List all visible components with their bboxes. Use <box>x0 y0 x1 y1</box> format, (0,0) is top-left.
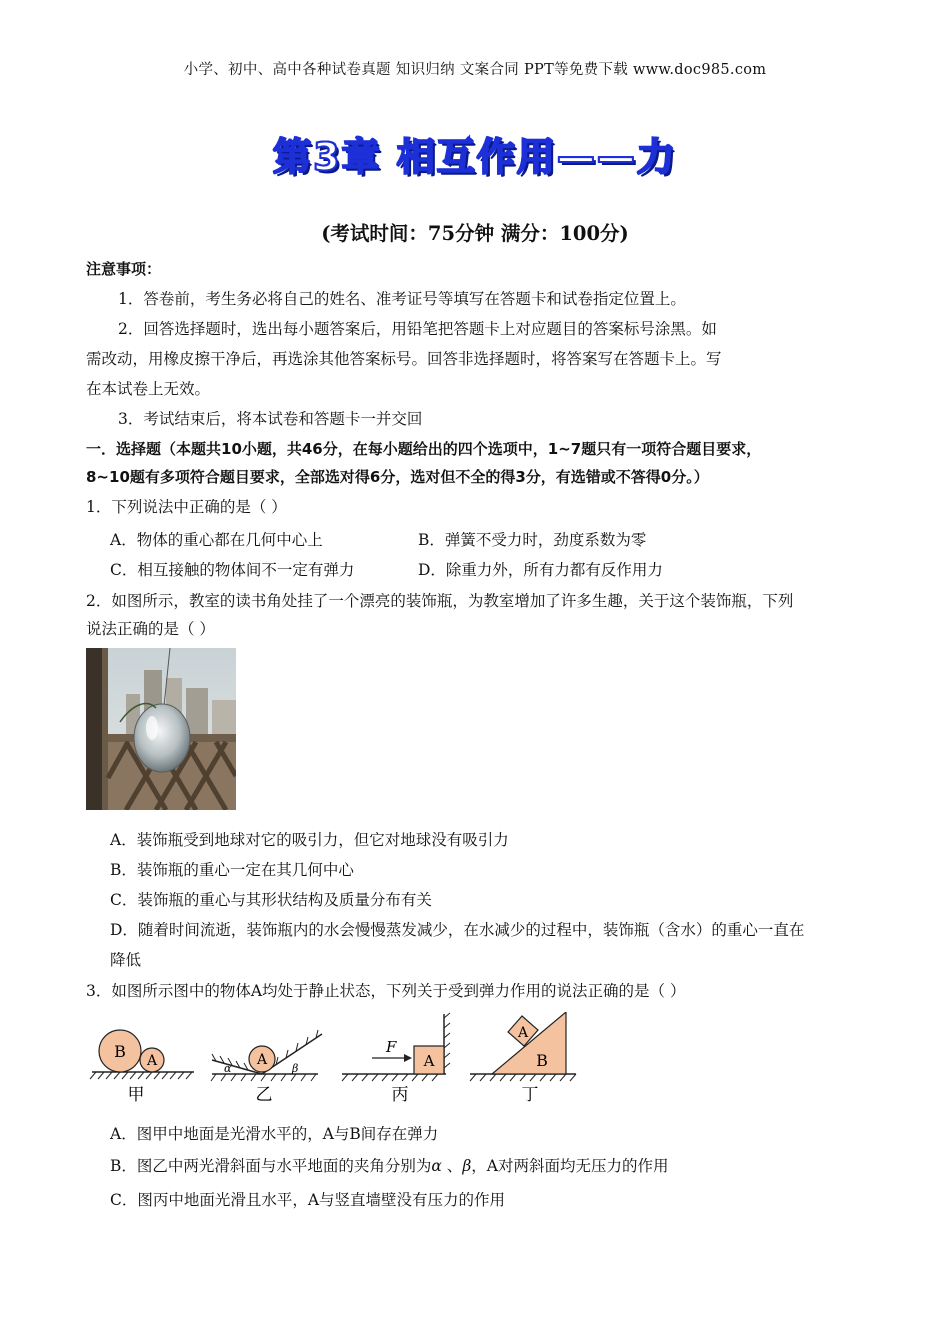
section-heading-cont: 8~10题有多项符合题目要求，全部选对得6分，选对但不全的得3分，有选错或不答得0分。） <box>86 468 709 486</box>
q1-option-b: B．弹簧不受力时，劲度系数为零 <box>418 531 647 549</box>
q1-option-c: C．相互接触的物体间不一定有弹力 <box>110 561 355 579</box>
figure-bing <box>342 1013 450 1105</box>
figure-label-jia: 甲 <box>127 1085 145 1105</box>
q3-option-b-text-end: ，A对两斜面均无压力的作用 <box>471 1157 669 1175</box>
beta-symbol: β <box>462 1157 472 1175</box>
q2-option-a: A．装饰瓶受到地球对它的吸引力，但它对地球没有吸引力 <box>110 831 509 849</box>
block-a-label: A <box>423 1052 435 1070</box>
block-b-label: B <box>536 1051 548 1070</box>
q2-option-d: D．随着时间流逝，装饰瓶内的水会慢慢蒸发减少，在水减少的过程中，装饰瓶（含水）的重心一直在 <box>110 921 805 939</box>
question-2-stem-cont: 说法正确的是（ ） <box>86 620 215 638</box>
question-3-stem: 3．如图所示图中的物体A均处于静止状态，下列关于受到弹力作用的说法正确的是（ ） <box>86 982 686 1000</box>
question-2-stem: 2．如图所示，教室的读书角处挂了一个漂亮的装饰瓶，为教室增加了许多生趣，关于这个装饰瓶，下列 <box>86 592 794 610</box>
force-label: F <box>386 1038 397 1056</box>
q2-option-d-cont: 降低 <box>110 951 142 969</box>
figure-label-bing: 丙 <box>391 1085 409 1105</box>
notice-item: 需改动，用橡皮擦干净后，再选涂其他答案标号。回答非选择题时，将答案写在答题卡上。写 <box>86 350 722 368</box>
chapter-title: 第3章 相互作用——力 <box>273 135 677 179</box>
section-heading: 一．选择题（本题共10小题，共46分，在每小题给出的四个选项中，1~7题只有一项符合题目要求， <box>86 440 762 458</box>
figure-label-yi: 乙 <box>255 1085 273 1105</box>
angle-alpha: α <box>224 1062 232 1075</box>
q3-option-a: A．图甲中地面是光滑水平的，A与B间存在弹力 <box>110 1125 439 1143</box>
notice-item: 3．考试结束后，将本试卷和答题卡一并交回 <box>118 410 423 428</box>
q2-option-c: C．装饰瓶的重心与其形状结构及质量分布有关 <box>110 891 432 909</box>
separator: 、 <box>441 1157 463 1175</box>
notice-item: 2．回答选择题时，选出每小题答案后，用铅笔把答题卡上对应题目的答案标号涂黑。如 <box>118 320 717 338</box>
block-a-label: A <box>517 1025 529 1041</box>
figure-jia <box>90 1030 194 1105</box>
block-a-label: A <box>256 1052 268 1068</box>
exam-info: (考试时间：75分钟 满分：100分) <box>321 222 629 245</box>
q3-option-c: C．图丙中地面光滑且水平，A与竖直墙壁没有压力的作用 <box>110 1191 506 1209</box>
q2-option-b: B．装饰瓶的重心一定在其几何中心 <box>110 861 354 879</box>
notice-heading: 注意事项： <box>86 260 162 278</box>
q3-option-b-text: B．图乙中两光滑斜面与水平地面的夹角分别为 <box>110 1157 432 1175</box>
block-b-label: B <box>114 1042 126 1061</box>
angle-beta: β <box>292 1062 299 1075</box>
notice-item: 1．答卷前，考生务必将自己的姓名、准考证号等填写在答题卡和试卷指定位置上。 <box>118 290 686 308</box>
vase-photo <box>86 648 236 810</box>
block-a-label: A <box>146 1053 158 1069</box>
alpha-symbol: α <box>431 1157 442 1175</box>
notice-item: 在本试卷上无效。 <box>86 380 211 398</box>
figure-label-ding: 丁 <box>521 1085 539 1105</box>
q1-option-a: A．物体的重心都在几何中心上 <box>110 531 323 549</box>
page-header: 小学、初中、高中各种试卷真题 知识归纳 文案合同 PPT等免费下载 www.doc985.com <box>183 62 767 78</box>
question-1-stem: 1．下列说法中正确的是（ ） <box>86 498 287 516</box>
elastic-force-diagram <box>86 1012 676 1107</box>
q1-option-d: D．除重力外，所有力都有反作用力 <box>418 561 663 579</box>
figure-yi <box>211 1030 322 1105</box>
q3-option-b <box>110 1154 668 1176</box>
figure-ding <box>470 1012 576 1105</box>
